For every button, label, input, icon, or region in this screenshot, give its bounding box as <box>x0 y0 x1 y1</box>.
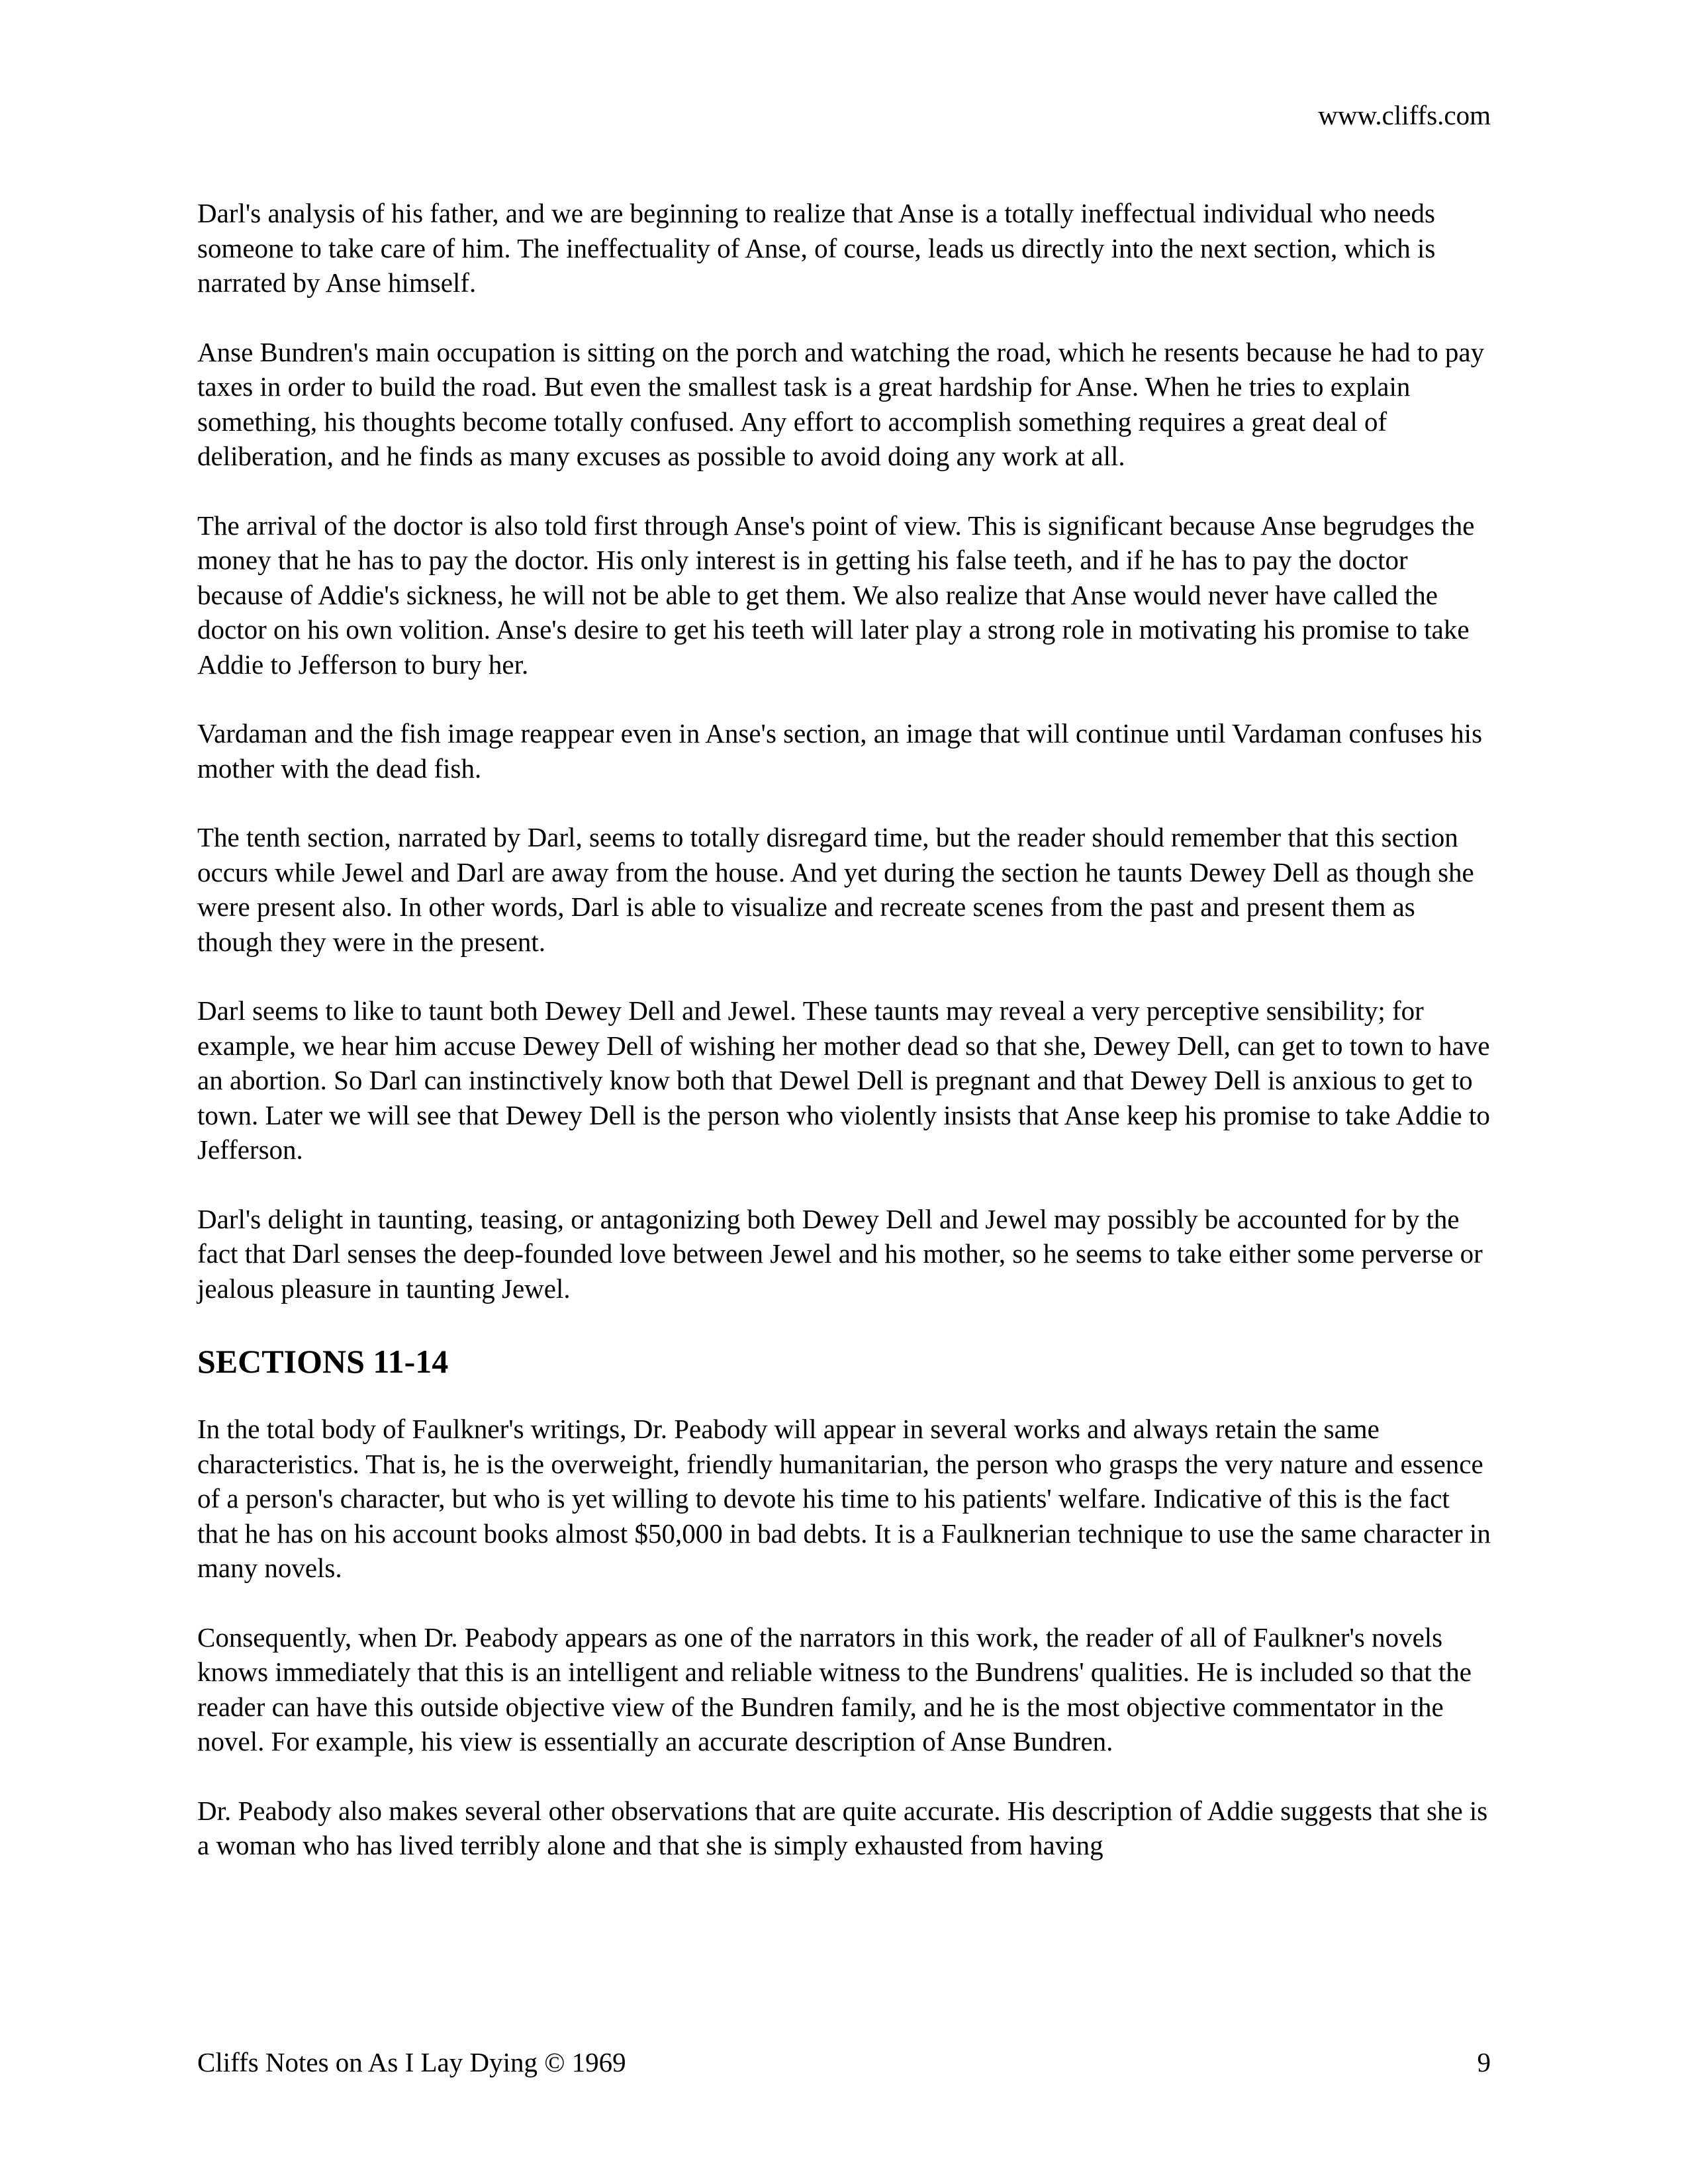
body-paragraph-8: In the total body of Faulkner's writings, Dr. Peabody will appear in several works and always retain the same characteristics. That is, he is the overweight, friendly humanitarian, the person who grasps the very nature and essence of a person's character, but who is yet willing to devote his time to his patients' welfare. Indicative of this is the fact that he has on his account books almost $50,000 in bad debts. It is a Faulknerian technique to use the same character in many novels. <box>197 1414 1491 1583</box>
footer-title: Cliffs Notes on As I Lay Dying © 1969 <box>197 2047 626 2077</box>
body-paragraph-9: Consequently, when Dr. Peabody appears as one of the narrators in this work, the reader of all of Faulkner's novels knows immediately that this is an intelligent and reliable witness to the Bundrens' qualities. He is included so that the reader can have this outside objective view of the Bundren family, and he is the most objective commentator in the novel. For example, his view is essentially an accurate description of Anse Bundren. <box>197 1621 1472 1756</box>
body-paragraph-6: Darl seems to like to taunt both Dewey Dell and Jewel. These taunts may reveal a very perceptive sensibility; for example, we hear him accuse Dewey Dell of wishing her mother dead so that she, Dewey Dell, can get to town to have an abortion. So Darl can instinctively know both that Dewel Dell is pregnant and that Dewey Dell is anxious to get to town. Later we will see that Dewey Dell is the person who violently insists that Anse keep his promise to take Addie to Jefferson. <box>197 995 1490 1165</box>
section-heading: SECTIONS 11-14 <box>197 1343 449 1380</box>
body-paragraph-2: Anse Bundren's main occupation is sitting on the porch and watching the road, which he resents because he had to pay taxes in order to build the road. But even the smallest task is a great hardship for Anse. When he tries to explain something, his thoughts become totally confused. Any effort to accomplish something requires a great deal of deliberation, and he finds as many excuses as possible to avoid doing any work at all. <box>197 336 1485 471</box>
header-url: www.cliffs.com <box>1318 100 1491 130</box>
body-paragraph-7: Darl's delight in taunting, teasing, or antagonizing both Dewey Dell and Jewel may possibly be accounted for by the fact that Darl senses the deep-founded love between Jewel and his mother, so he seems to take either some perverse or jealous pleasure in taunting Jewel. <box>197 1203 1483 1304</box>
page-number: 9 <box>1477 2047 1491 2077</box>
body-paragraph-3: The arrival of the doctor is also told first through Anse's point of view. This is significant because Anse begrudges the money that he has to pay the doctor. His only interest is in getting his false teeth, and if he has to pay the doctor because of Addie's sickness, he will not be able to get them. We also realize that Anse would never have called the doctor on his own volition. Anse's desire to get his teeth will later play a strong role in motivating his promise to take Addie to Jefferson to bury her. <box>197 510 1475 680</box>
body-paragraph-4: Vardaman and the fish image reappear even in Anse's section, an image that will continue until Vardaman confuses his mother with the dead fish. <box>197 718 1483 784</box>
body-paragraph-5: The tenth section, narrated by Darl, seems to totally disregard time, but the reader should remember that this section occurs while Jewel and Darl are away from the house. And yet during the section he taunts Dewey Dell as though she were present also. In other words, Darl is able to visualize and recreate scenes from the past and present them as though they were in the present. <box>197 822 1474 957</box>
body-paragraph-1: Darl's analysis of his father, and we are beginning to realize that Anse is a totally ineffectual individual who needs someone to take care of him. The ineffectuality of Anse, of course, leads us directly into the next section, which is narrated by Anse himself. <box>197 198 1436 298</box>
body-paragraph-10: Dr. Peabody also makes several other observations that are quite accurate. His description of Addie suggests that she is a woman who has lived terribly alone and that she is simply exhausted from having <box>197 1795 1488 1860</box>
page-content <box>197 196 1495 1897</box>
